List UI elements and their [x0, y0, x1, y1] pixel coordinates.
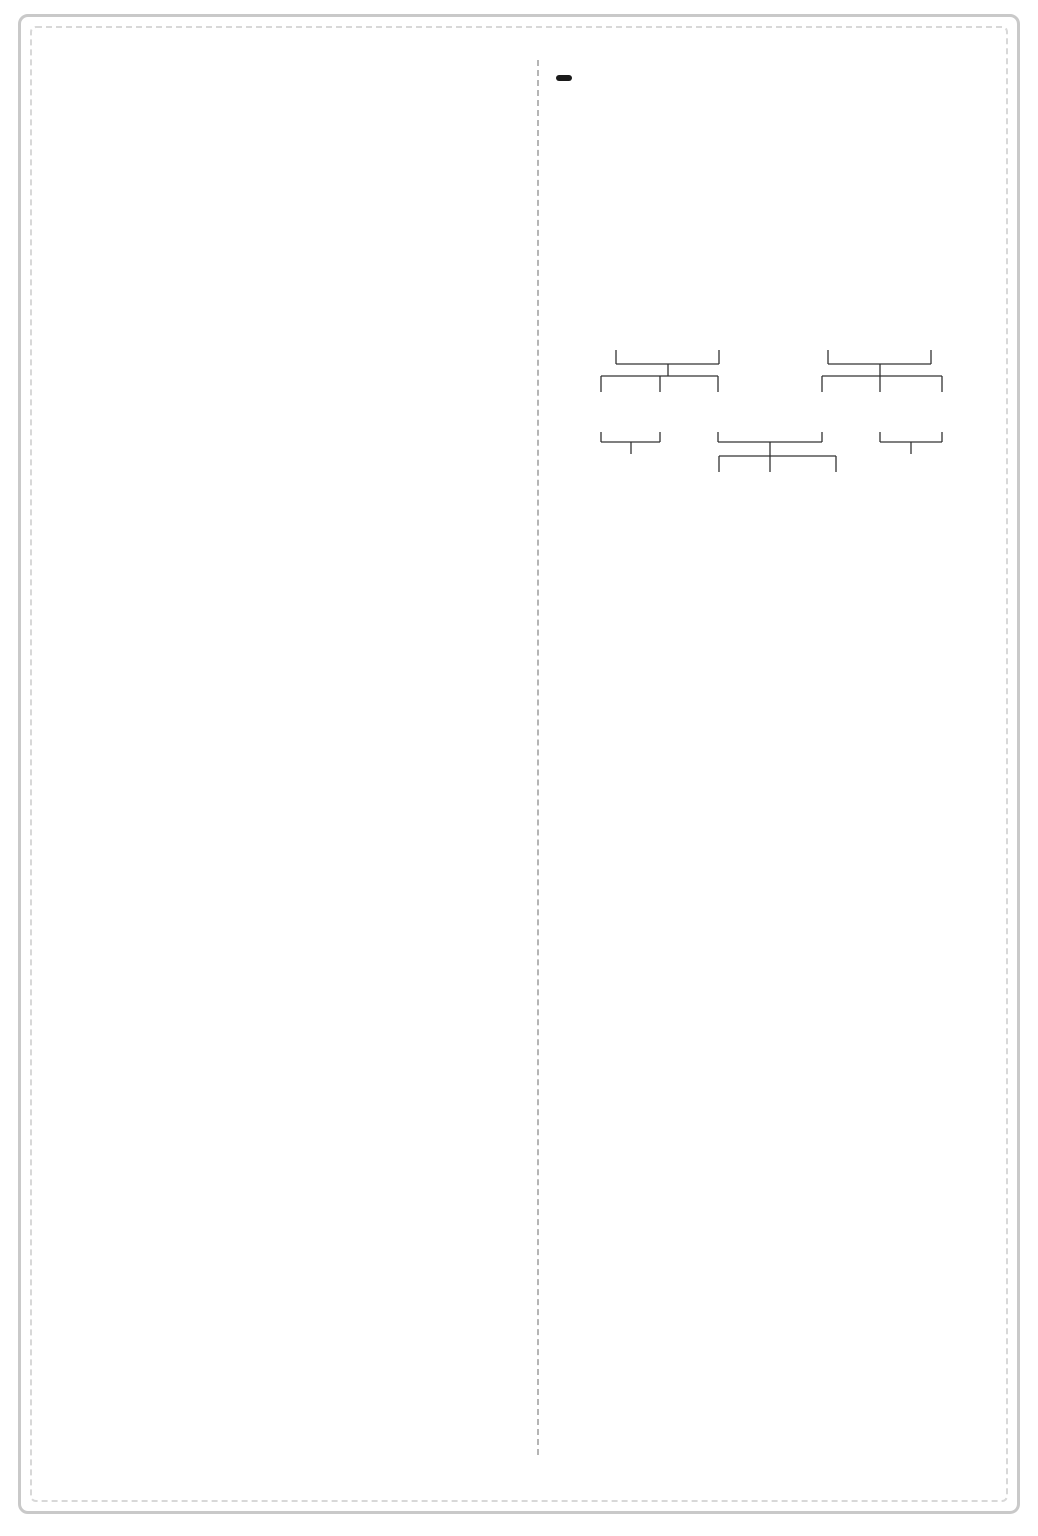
- family-tree-lines: [556, 306, 996, 526]
- page-inner-border: [30, 26, 1008, 1502]
- column-divider: [537, 60, 539, 1455]
- page-footer: [78, 1458, 958, 1498]
- topic-link-badge: [556, 75, 572, 81]
- right-column: [556, 58, 996, 98]
- topic-link-header: [556, 58, 996, 98]
- family-tree-diagram: [556, 306, 996, 526]
